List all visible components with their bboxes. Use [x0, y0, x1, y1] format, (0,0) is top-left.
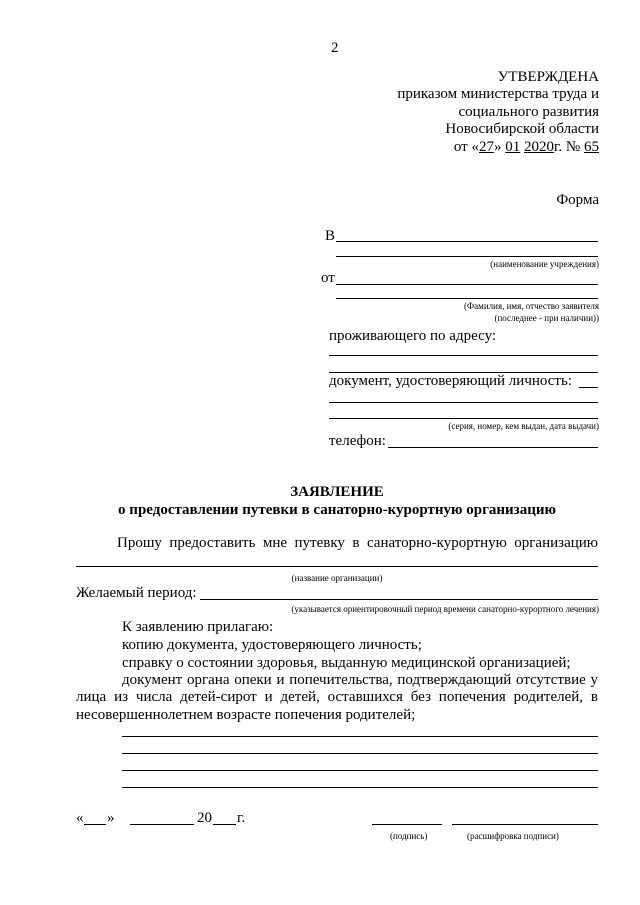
approval-date-mid1: »: [493, 139, 506, 155]
id-document-field-line-2[interactable]: [329, 402, 598, 403]
applicant-field[interactable]: [336, 284, 598, 285]
footer-date-close: »: [107, 810, 115, 826]
footer-year-prefix: 20: [197, 810, 212, 826]
approval-year: 2020: [523, 139, 554, 155]
attach-item-1: копию документа, удостоверяющего личность;: [122, 637, 422, 653]
institution-field[interactable]: [336, 241, 598, 242]
approval-line-1: приказом министерства труда и: [397, 86, 599, 102]
attach-item-2: справку о состоянии здоровья, выданную медицинской организацией;: [122, 655, 571, 671]
approval-date-suffix: г. №: [553, 139, 584, 155]
form-label: Форма: [556, 192, 599, 208]
extra-attachment-line-3[interactable]: [122, 770, 598, 771]
id-document-field-line-3[interactable]: [329, 418, 598, 419]
approval-title: УТВЕРЖДЕНА: [497, 69, 599, 85]
approval-line-2: социального развития: [458, 104, 599, 120]
extra-attachment-line-4[interactable]: [122, 787, 598, 788]
footer-month-field[interactable]: [130, 824, 194, 825]
id-document-hint: (серия, номер, кем выдан, дата выдачи): [448, 421, 599, 431]
address-field[interactable]: [329, 355, 598, 356]
signature-decoding-field[interactable]: [452, 824, 598, 825]
to-label: В: [325, 228, 336, 244]
approval-day: 27: [478, 139, 494, 155]
page-number: 2: [331, 40, 339, 56]
id-document-label: документ, удостоверяющий личность:: [329, 373, 572, 389]
footer-day-field[interactable]: [84, 824, 106, 825]
institution-hint: (наименование учреждения): [490, 259, 599, 269]
footer-year-suffix: г.: [237, 810, 246, 826]
applicant-field-line-2[interactable]: [336, 298, 598, 299]
period-label: Желаемый период:: [76, 585, 197, 601]
from-label: от: [321, 270, 335, 286]
attach-intro: К заявлению прилагаю:: [122, 619, 274, 635]
extra-attachment-line-2[interactable]: [122, 753, 598, 754]
id-document-field[interactable]: [579, 387, 598, 388]
attach-item-3-line-2: лица из числа детей-сирот и детей, оставшихся без попечения родителей, в: [76, 689, 598, 705]
approval-number: 65: [584, 139, 599, 155]
approval-month: 01: [505, 139, 521, 155]
document-title: ЗАЯВЛЕНИЕ: [290, 484, 384, 500]
attach-item-3-line-1: документ органа опеки и попечительства, подтверждающий отсутствие у: [122, 672, 598, 688]
footer-year-field[interactable]: [213, 824, 236, 825]
approval-date-prefix: от «: [453, 139, 479, 155]
decoding-hint: (расшифровка подписи): [467, 831, 559, 841]
organization-field[interactable]: [76, 566, 598, 567]
organization-hint: (название организации): [291, 573, 383, 583]
approval-line-3: Новосибирской области: [445, 121, 599, 137]
extra-attachment-line-1[interactable]: [122, 736, 598, 737]
phone-field[interactable]: [388, 447, 598, 448]
applicant-hint-1: (Фамилия, имя, отчество заявителя: [464, 301, 599, 311]
attach-item-3-line-3: несовершеннолетнем возрасте попечения родителей;: [76, 707, 416, 723]
period-field[interactable]: [200, 599, 598, 600]
request-text: Прошу предоставить мне путевку в санаторно-курортную организацию: [117, 535, 598, 551]
approval-date-line: [454, 139, 599, 156]
period-hint: (указывается ориентировочный период времени санаторно-курортного лечения): [291, 604, 599, 614]
signature-hint: (подпись): [390, 831, 428, 841]
signature-field[interactable]: [372, 824, 442, 825]
document-subtitle: о предоставлении путевки в санаторно-курортную организацию: [118, 502, 556, 518]
address-label: проживающего по адресу:: [329, 328, 497, 344]
phone-label: телефон:: [329, 433, 386, 449]
institution-field-line-2[interactable]: [336, 256, 598, 257]
applicant-hint-2: (последнее - при наличии)): [494, 313, 599, 323]
footer-date-open: «: [76, 810, 84, 826]
